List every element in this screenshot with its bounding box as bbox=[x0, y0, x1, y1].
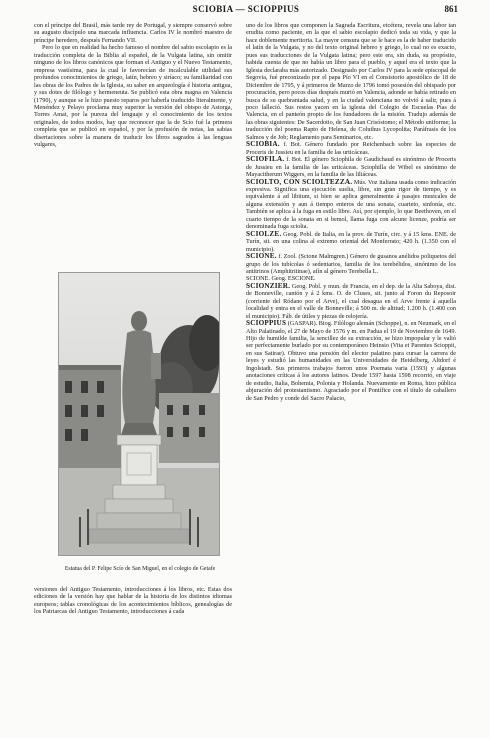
dictionary-entry bbox=[246, 283, 456, 320]
entry-text: Mús. Voz italiana usada como indicación expresiva. Significa una ejecución suelta, libre, sin gran rigor de tiempo, y es equivalente á ad libitum, si bien se aplica generalmente á pasajes musicales de alguna extensión y aun á tiempo enteros de una sonata, cuarteto, sinfonía, etc. También se aplica á la fuga en estilo libre. Así, por ejemplo, lo que Beethoven, en el cuarto tiempo de la sonata en si bemol, llama fuga con alcune licenze, podría ser denominada fuga sciolta. bbox=[246, 178, 456, 231]
entry-headword: SCIOLZE. bbox=[246, 229, 282, 238]
left-column bbox=[34, 22, 232, 270]
right-column bbox=[246, 22, 456, 728]
left-paragraph: con el príncipe del Brasil, más tarde rey de Portugal, y siempre conservó sobre su augusto discípulo una marcada influencia. Carlos IV le nombró maestro de príncipe heredero, después Fernando VII. bbox=[34, 22, 232, 44]
statue-photo-figure bbox=[58, 272, 218, 562]
entry-text: (GASPAR). Biog. Filólogo alemán (Schoppe), n. en Neumark, en el Alto Palatinado, el 27 de Mayo de 1576 y m. en Padua el 19 de Noviembre de 1649. Hijo de humilde familia, la sencillez de su extracción, se hizo impopular y le valió ser perfectamente burlado por su contemporáneo Heinsio (Vita et Parentes Scioppii, en sus Satirae). Obtuvo una pensión del elector palatino para cursar la carrera de leyes y estudió las humanidades en las Universidades de Heidelberg, Altdorf é Ingolstadt. Sus primeros trabajos fueron unos Poemata varia (1593) y algunas anotaciones críticas á los autores latinos. Desde 1597 hasta 1598 recorrió, en viaje de estudio, Italia, Bohemia, Polonia y Holanda. Nuevamente en Roma, hizo pública abjuración del protestantismo. Agraciado por el Pontífice con el título de caballero de San Pedro y conde del Sacro Palacio, bbox=[246, 320, 456, 402]
dictionary-entry bbox=[246, 320, 456, 402]
entry-headword: SCIOLTO, CON SCIOLTEZZA. bbox=[246, 177, 353, 186]
left-bottom-paragraph: versiones del Antiguo Testamento, introducciones á los libros, etc. Estas dos ediciones de la versión hay que hablar de la historia de los distintos idiomas europeos; tablas cronológicas de los acontecimientos bíblicos, genealogías de los Patriarcas del Antiguo Testamento, introducciones á cada bbox=[34, 586, 232, 616]
entry-text: SCIONE. Geog. ESCIONE. bbox=[246, 275, 316, 283]
entry-headword: SCIOFILA. bbox=[246, 155, 285, 164]
entry-text: uno de los libros que componen la Sagrada Escritura, etcétera, revela una labor tan erudita como paciente, en la que el sabio escolapio dedicó toda su vida, y que la hace doblemente meritoria. La mayor censura que se le hace es la de haber traducido el latín de la Vulgata, y no del texto original hebreo y griego, lo cual no es exacto, pues sus traducciones de la Vulgata latina; pero este era, sin duda, su propósito, habida cuenta de que no había un libro para el pueblo, y aquel era el texto que la Iglesia declaraba más autorizado. Designado por Carlos IV para la sede episcopal de Segovia, fué preconizado por el papa Pío VI en el Consistorio apostólico de 18 de Diciembre de 1795, y á primeros de Marzo de 1796 tomó posesión del obispado por procuración, pero pocos días después murió en Valencia, adonde se había retirado en busca de su quebrantada salud, y en la ciudad valenciana no volvió á salir, pues á poco falleció. Sus restos yacen en la iglesia del Colegio de Escuelas Pías de Valencia, en el panteón propio de los fundadores de la misión. Tradujo además de las obras siguientes: De Sacerdotio, de San Juan Crisóstomo; el Método uniforme; la traducción del poema Rapto de Helena, de Coluthus Lycopolita; Paráfrasis de los Salmos y de Job; Reglamento para Seminarios, etc. bbox=[246, 22, 456, 141]
entry-headword: SCIONE. bbox=[246, 252, 277, 261]
running-title: SCIOBIA — SCIOPPIUS bbox=[192, 4, 300, 14]
entry-headword: SCIOBIA. bbox=[246, 140, 280, 149]
entry-text: f. Zool. (Scione Malmgren.) Género de gusanos anélidos poliquetos del grupo de los tubícolas ó sedentarios, familia de los terebélidos, sinónimo de los antitrinos (Amphitritinae), afín al género Terebella L. bbox=[246, 253, 456, 275]
dictionary-entry bbox=[246, 156, 456, 178]
statue-photo bbox=[58, 272, 220, 556]
entry-text: f. Bot. Género fundado por Reichenbach sobre las especies de Proceris de Jussieu en la familia de las urticáceas. bbox=[246, 141, 456, 156]
page-number: 861 bbox=[444, 4, 458, 14]
entry-text: f. Bot. El género Sciophila de Gaudichaud es sinónimo de Proceris de Jussieu en la familia de las urticáceas. Sciophilla de Wibel es sinónimo de Mayacitherum Wiggers, en la familia de las liliáceas. bbox=[246, 156, 456, 179]
dictionary-entry bbox=[246, 253, 456, 275]
dictionary-entry bbox=[246, 22, 456, 141]
left-paragraph: Pero lo que en realidad ha hecho famoso el nombre del sabio escolapio es la traducción completa de la Biblia al español, de la Vulgata latina, sin omitir ninguno de los libros canónicos que forman el Antiguo y el Nuevo Testamento, empresa vastísima, para la cual le favorecían de incalculable utilidad sus profundos conocimientos de griego, latín, hebreo y siríaco; su familiaridad con las obras de los Padres de la Iglesia, su saber en arqueología é historia antigua, y sus dotes de filólogo y hermeneuta. Se publicó esta obra magna en Valencia (1790), y aunque se le hizo puesto reparos por haberla traducido literalmente, y Menéndez y Pelayo proclama muy superior la versión del obispo de Astorga, Torres Amat, por la pureza del lenguaje y el conocimiento de los textos originales, de todos modos, hay que reconocer que la de Scío fué la primera completa que se publicó en español, y por la profusión de notas, las sabias disertaciones sobre la manera de traducir los libros sagrados á las lenguas vulgares, bbox=[34, 44, 232, 149]
entry-text: Geog. Pobl. de Italia, en la prov. de Turín, circ. y á 15 kms. ENE. de Turín, sit. en una colina al extremo oriental del Monferrato; 420 h. (1.350 con el municipio). bbox=[246, 230, 456, 253]
page-header bbox=[34, 4, 458, 18]
dictionary-entry bbox=[246, 141, 456, 156]
entry-text: Geog. Pobl. y mun. de Francia, en el dep. de la Alta Saboya, dist. de Bonneville, cantón y á 2 kms. O. de Cluses, sit. junto al Foron du Reposoir (corriente del Ródano por el Arve), el cual desagua en el Arve frente á aquella localidad y entra en el valle de Bonneville; á 500 m. de altitud; 1.200 h. (1.400 con el municipio). Fáb. de útiles y piezas de relojería. bbox=[246, 282, 456, 320]
left-bottom-text bbox=[34, 586, 232, 616]
entry-headword: SCIOPPIUS bbox=[246, 319, 287, 328]
figure-caption: Estatua del P. Felipe Scío de San Miguel, en el colegio de Getafe bbox=[64, 566, 216, 572]
entry-headword: SCIONZIER. bbox=[246, 281, 291, 290]
statue-illustration bbox=[59, 273, 219, 555]
dictionary-entry bbox=[246, 179, 456, 231]
dictionary-entry bbox=[246, 231, 456, 253]
